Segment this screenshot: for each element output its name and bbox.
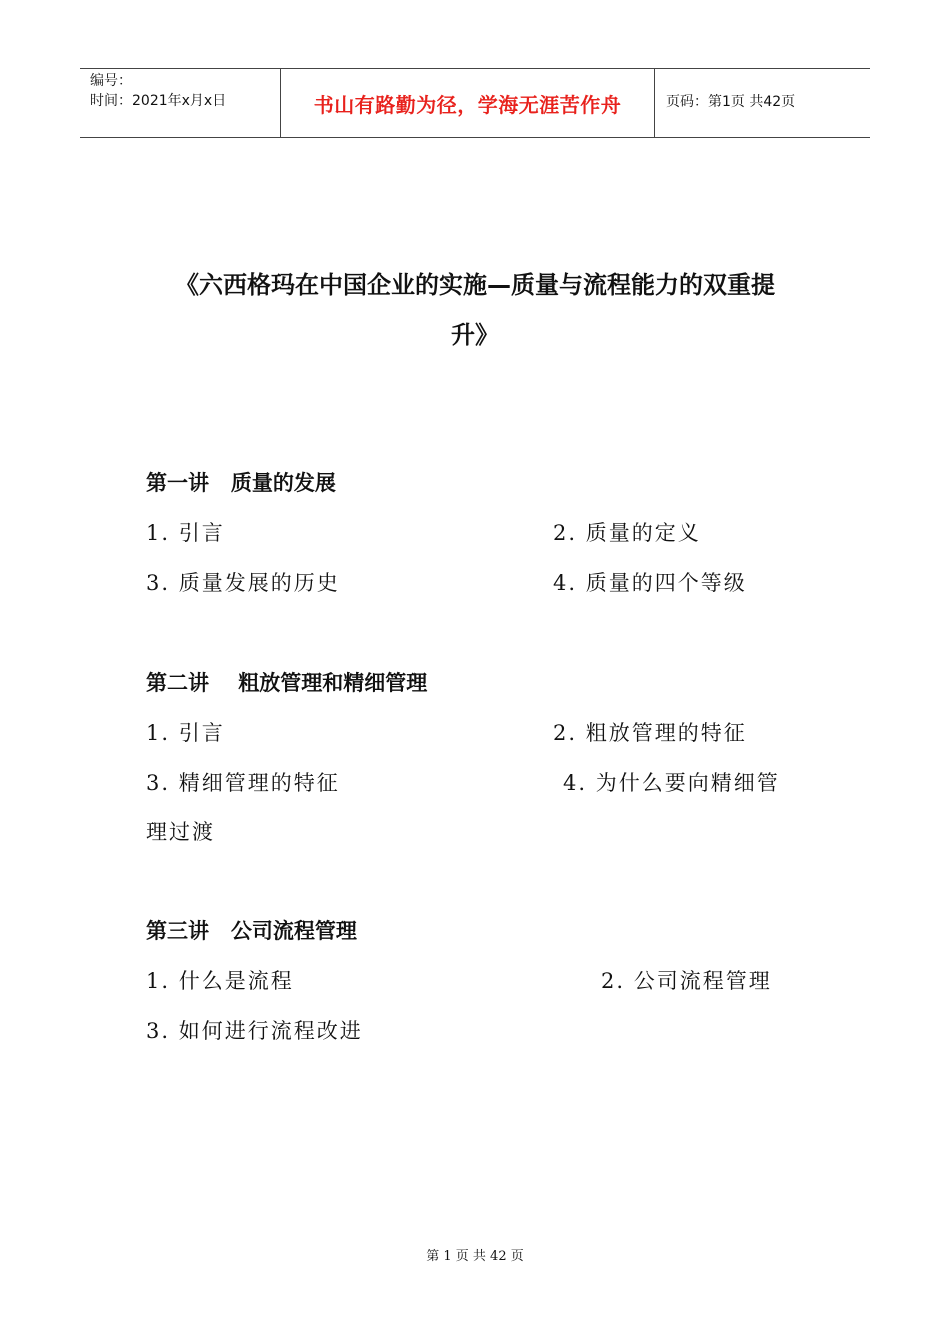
lecture-1-heading: 第一讲 质量的发展: [146, 471, 336, 495]
lecture-2-item-3: 3. 精细管理的特征: [146, 771, 340, 795]
header-page-info: 页码：第1页 共42页: [666, 94, 796, 110]
document-date-label: 时间：2021年x月x日: [90, 93, 227, 109]
lecture-3-item-3: 3. 如何进行流程改进: [146, 1019, 363, 1043]
lecture-1-item-1: 1. 引言: [146, 521, 225, 545]
lecture-2-item-4: 4. 为什么要向精细管: [563, 771, 780, 795]
document-title-line-2: 升》: [451, 321, 499, 349]
lecture-3-heading: 第三讲 公司流程管理: [146, 919, 357, 943]
lecture-1-item-2: 2. 质量的定义: [553, 521, 701, 545]
lecture-3-item-2: 2. 公司流程管理: [601, 969, 772, 993]
lecture-2-item-2: 2. 粗放管理的特征: [553, 721, 747, 745]
lecture-2-item-4-continued: 理过渡: [146, 820, 215, 844]
header-motto: 书山有路勤为径，学海无涯苦作舟: [313, 92, 622, 117]
lecture-2-item-1: 1. 引言: [146, 721, 225, 745]
lecture-1-item-3: 3. 质量发展的历史: [146, 571, 340, 595]
header-divider: [654, 69, 655, 137]
page-footer: 第 1 页 共 42 页: [426, 1249, 524, 1264]
lecture-1-item-4: 4. 质量的四个等级: [553, 571, 747, 595]
header-meta-cell: [80, 69, 280, 137]
document-header: [80, 68, 870, 138]
lecture-2-heading: 第二讲 粗放管理和精细管理: [146, 671, 428, 695]
document-title-line-1: 《六西格玛在中国企业的实施—质量与流程能力的双重提: [175, 271, 775, 299]
lecture-3-item-1: 1. 什么是流程: [146, 969, 294, 993]
document-number-label: 编号：: [90, 73, 132, 89]
